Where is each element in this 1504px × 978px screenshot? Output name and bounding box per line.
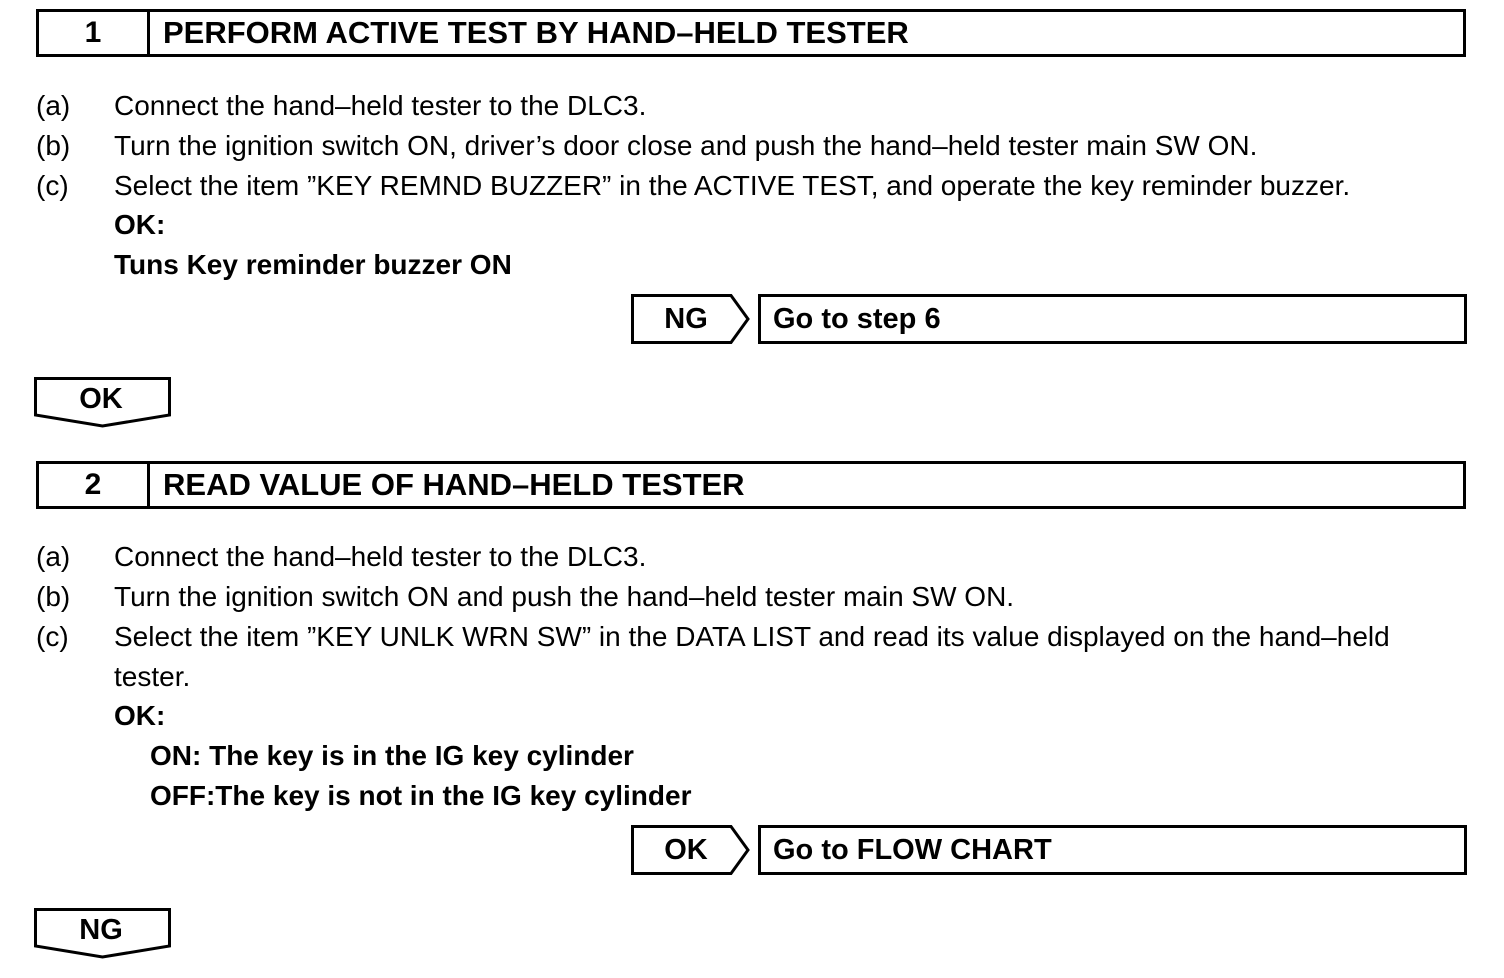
- item-text-continuation: tester.: [114, 661, 191, 692]
- ok-result-tag: [631, 825, 751, 875]
- item-text: Select the item ”KEY REMND BUZZER” in the ACTIVE TEST, and operate the key reminder buzzer.: [114, 170, 1351, 201]
- result-text: Go to step 6: [773, 303, 941, 335]
- ng-result-tag: [631, 294, 751, 344]
- ng-flow-flag: [34, 908, 172, 960]
- ok-heading: OK:: [114, 700, 166, 731]
- result-text: Go to FLOW CHART: [773, 834, 1052, 866]
- step-number: 1: [39, 12, 150, 54]
- item-text: Turn the ignition switch ON and push the hand–held tester main SW ON.: [114, 581, 1015, 612]
- item-text: Connect the hand–held tester to the DLC3.: [114, 90, 647, 121]
- item-text: Select the item ”KEY UNLK WRN SW” in the DATA LIST and read its value displayed on the hand–held: [114, 621, 1390, 652]
- item-label: (c): [36, 621, 69, 652]
- result-box: [758, 825, 1467, 875]
- ok-flow-flag: [34, 377, 172, 429]
- item-label: (a): [36, 541, 71, 572]
- step-1-header: [36, 9, 1466, 57]
- item-label: (b): [36, 130, 71, 161]
- step-2-header: [36, 461, 1466, 509]
- ok-condition: OFF:The key is not in the IG key cylinder: [150, 780, 692, 811]
- result-box: [758, 294, 1467, 344]
- item-label: (c): [36, 170, 69, 201]
- item-label: (b): [36, 581, 71, 612]
- step-title: PERFORM ACTIVE TEST BY HAND–HELD TESTER: [163, 15, 909, 50]
- item-label: (a): [36, 90, 71, 121]
- result-label: OK: [664, 834, 708, 866]
- flag-label: NG: [79, 914, 123, 946]
- item-text: Connect the hand–held tester to the DLC3.: [114, 541, 647, 572]
- step-number: 2: [39, 464, 150, 506]
- result-label: NG: [664, 303, 708, 335]
- ok-detail: Tuns Key reminder buzzer ON: [114, 249, 512, 280]
- ok-condition: ON: The key is in the IG key cylinder: [150, 740, 634, 771]
- flag-label: OK: [79, 383, 123, 415]
- item-text: Turn the ignition switch ON, driver’s door close and push the hand–held tester main SW ON.: [114, 130, 1258, 161]
- ok-heading: OK:: [114, 209, 166, 240]
- step-title: READ VALUE OF HAND–HELD TESTER: [163, 467, 745, 502]
